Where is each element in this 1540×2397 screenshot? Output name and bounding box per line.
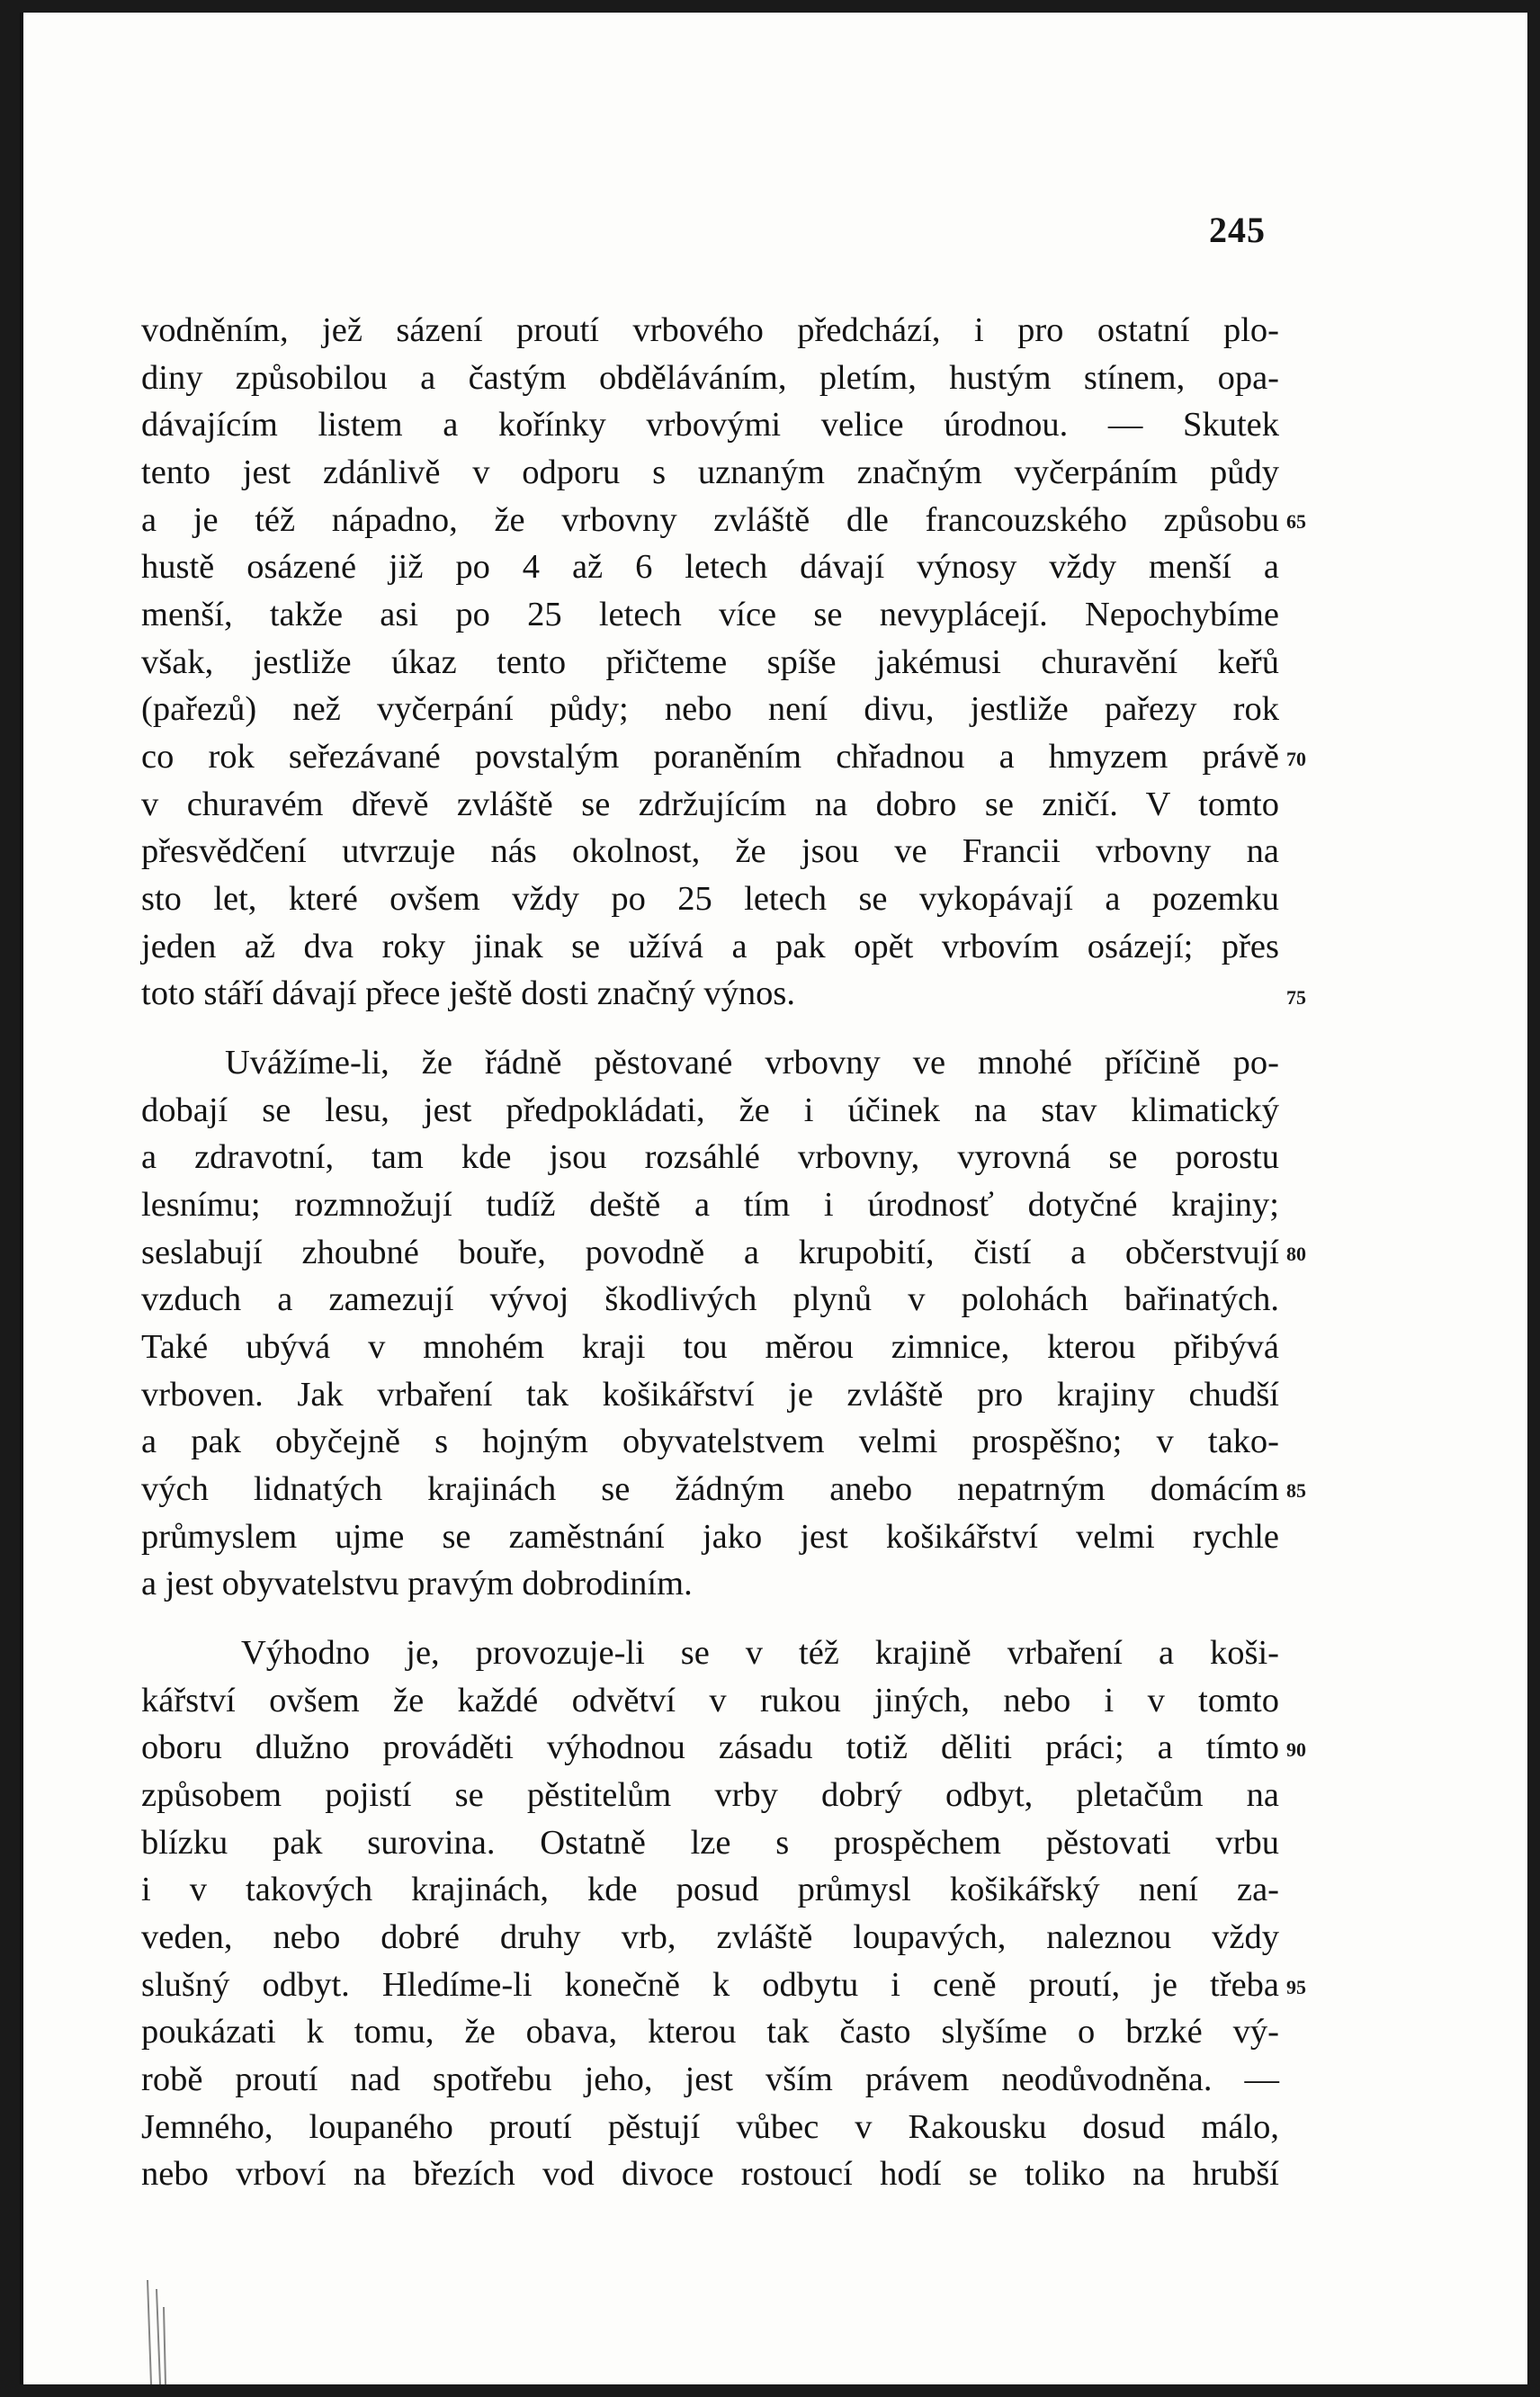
text-line: oboru dlužno prováděti výhodnou zásadu totiž děliti práci; a tímto [141, 1728, 1279, 1766]
text-line: dávajícím listem a kořínky vrbovými velice úrodnou. — Skutek [141, 406, 1279, 444]
text-line: slušný odbyt. Hledíme-li konečně k odbytu i ceně proutí, je třeba [141, 1966, 1279, 2004]
text-line: sto let, které ovšem vždy po 25 letech se vykopávají a pozemku [141, 880, 1279, 918]
margin-line-number: 80 [1286, 1243, 1306, 1265]
text-line: dobají se lesu, jest předpokládati, že i účinek na stav klimatický [141, 1091, 1279, 1129]
text-line: kářství ovšem že každé odvětví v rukou jiných, nebo i v tomto [141, 1682, 1279, 1719]
text-line: Také ubývá v mnohém kraji tou měrou zimnice, kterou přibývá [141, 1328, 1279, 1366]
text-line: hustě osázené již po 4 až 6 letech dávají výnosy vždy menší a [141, 548, 1279, 586]
text-line: a pak obyčejně s hojným obyvatelstvem velmi prospěšno; v tako- [141, 1423, 1279, 1460]
text-line: co rok seřezávané povstalým poraněním chřadnou a hmyzem právě [141, 738, 1279, 776]
text-line: nebo vrboví na březích vod divoce rostoucí hodí se toliko na hrubší [141, 2155, 1279, 2193]
text-line: menší, takže asi po 25 letech více se nevyplácejí. Nepochybíme [141, 596, 1279, 633]
scan-artifact [140, 2280, 176, 2384]
margin-line-number: 85 [1286, 1479, 1306, 1502]
margin-line-number: 95 [1286, 1976, 1306, 1998]
text-line: tento jest zdánlivě v odporu s uznaným značným vyčerpáním půdy [141, 453, 1279, 491]
text-line: vrboven. Jak vrbaření tak košikářství je zvláště pro krajiny chudší [141, 1376, 1279, 1414]
text-line: robě proutí nad spotřebu jeho, jest vším právem neodůvodněna. — [141, 2060, 1279, 2098]
text-line: způsobem pojistí se pěstitelům vrby dobrý odbyt, pletačům na [141, 1776, 1279, 1814]
text-line: Uvážíme-li, že řádně pěstované vrbovny ve mnohé příčině po- [225, 1044, 1279, 1082]
text-line: jeden až dva roky jinak se užívá a pak opět vrbovím osázejí; přes [141, 928, 1279, 965]
margin-line-number: 75 [1286, 986, 1306, 1009]
text-line: toto stáří dávají přece ještě dosti značný výnos. [141, 974, 796, 1012]
text-line: a je též nápadno, že vrbovny zvláště dle francouzského způsobu [141, 501, 1279, 539]
margin-line-number: 70 [1286, 748, 1306, 770]
text-line: však, jestliže úkaz tento přičteme spíše jakémusi churavění keřů [141, 643, 1279, 681]
text-line: (pařezů) než vyčerpání půdy; nebo není divu, jestliže pařezy rok [141, 690, 1279, 728]
text-line: blízku pak surovina. Ostatně lze s prospěchem pěstovati vrbu [141, 1824, 1279, 1862]
text-line: přesvědčení utvrzuje nás okolnost, že jsou ve Francii vrbovny na [141, 832, 1279, 870]
margin-line-number: 65 [1286, 510, 1306, 533]
text-line: a jest obyvatelstvu pravým dobrodiním. [141, 1565, 693, 1602]
text-line: diny způsobilou a častým obděláváním, pletím, hustým stínem, opa- [141, 359, 1279, 397]
document-page [20, 13, 1527, 2384]
text-line: průmyslem ujme se zaměstnání jako jest košikářství velmi rychle [141, 1518, 1279, 1556]
text-line: veden, nebo dobré druhy vrb, zvláště loupavých, naleznou vždy [141, 1918, 1279, 1956]
margin-line-number: 90 [1286, 1738, 1306, 1761]
page-number: 245 [1209, 210, 1266, 250]
text-line: v churavém dřevě zvláště se zdržujícím na dobro se zničí. V tomto [141, 786, 1279, 823]
text-line: vodněním, jež sázení proutí vrbového předchází, i pro ostatní plo- [141, 311, 1279, 349]
text-line: vzduch a zamezují vývoj škodlivých plynů v polohách bařinatých. [141, 1280, 1279, 1318]
text-line: vých lidnatých krajinách se žádným anebo nepatrným domácím [141, 1470, 1279, 1508]
text-line: Výhodno je, provozuje-li se v též krajině vrbaření a koši- [241, 1634, 1279, 1672]
text-line: lesnímu; rozmnožují tudíž deště a tím i úrodnosť dotyčné krajiny; [141, 1186, 1279, 1224]
text-line: a zdravotní, tam kde jsou rozsáhlé vrbovny, vyrovná se porostu [141, 1138, 1279, 1176]
text-line: poukázati k tomu, že obava, kterou tak často slyšíme o brzké vý- [141, 2013, 1279, 2051]
text-line: seslabují zhoubné bouře, povodně a krupobití, čistí a občerstvují [141, 1234, 1279, 1271]
text-line: Jemného, loupaného proutí pěstují vůbec v Rakousku dosud málo, [141, 2108, 1279, 2146]
text-line: i v takových krajinách, kde posud průmysl košikářský není za- [141, 1871, 1279, 1908]
